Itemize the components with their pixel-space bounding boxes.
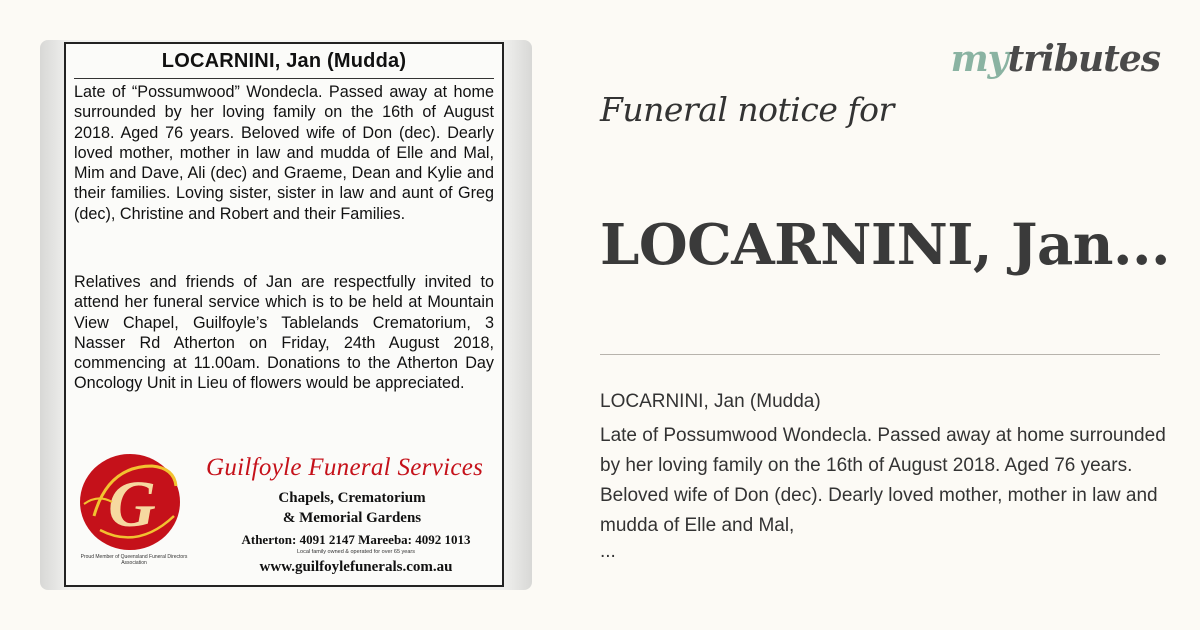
logo-text-tributes: tributes <box>1007 38 1160 80</box>
mytributes-logo[interactable] <box>951 38 1160 80</box>
excerpt-title: LOCARNINI, Jan (Mudda) <box>600 391 821 412</box>
funeral-home-advert <box>74 444 494 582</box>
newspaper-notice <box>64 42 504 587</box>
excerpt-ellipsis: ... <box>600 541 616 562</box>
deceased-name-heading: LOCARNINI, Jan... <box>600 212 1170 278</box>
funeral-home-name: Guilfoyle Funeral Services <box>206 454 484 481</box>
section-divider <box>600 354 1160 355</box>
funeral-notice-image <box>40 40 532 590</box>
funeral-home-services-line2: & Memorial Gardens <box>282 510 422 526</box>
notice-divider <box>74 78 494 79</box>
funeral-home-logo-icon <box>78 446 188 556</box>
svg-text:G: G <box>108 468 156 541</box>
funeral-home-services-line1: Chapels, Crematorium <box>278 490 426 506</box>
notice-title: LOCARNINI, Jan (Mudda) <box>161 50 407 72</box>
page-subheading: Funeral notice for <box>600 90 894 129</box>
funeral-home-website: www.guilfoylefunerals.com.au <box>259 559 453 575</box>
logo-caption: Proud Member of Queensland Funeral Directors Association <box>80 554 188 566</box>
funeral-home-phones: Atherton: 4091 2147 Mareeba: 4092 1013 <box>241 532 471 547</box>
funeral-home-tagline: Local family owned & operated for over 65 years <box>296 549 415 555</box>
logo-text-my: my <box>950 38 1008 80</box>
excerpt-body: Late of Possumwood Wondecla. Passed away at home surrounded by her loving family on the 16th of August 2018. Aged 76 years. Beloved wife of Don (dec). Dearly loved mother, mother in law and mudda of Elle and Mal, <box>600 425 1166 536</box>
notice-paragraph-2: Relatives and friends of Jan are respectfully invited to attend her funeral service which is to be held at Mountain View Chapel, Guilfoyle’s Tablelands Crematorium, 3 Nasser Rd Atherton on Friday, 24th August 2018, commencing at 11.00am. Donations to the Atherton Day Oncology Unit in Lieu of flowers would be appreciated. <box>74 273 494 393</box>
notice-paragraph-1: Late of “Possumwood” Wondecla. Passed away at home surrounded by her loving family on the 16th of August 2018. Aged 76 years. Beloved wife of Don (dec). Dearly loved mother, mother in law and mudda of Elle and Mal, Mim and Dave, Ali (dec) and Graeme, Dean and Kylie and their families. Loving sister, sister in law and aunt of Greg (dec), Christine and Robert and their Families. <box>74 83 494 223</box>
